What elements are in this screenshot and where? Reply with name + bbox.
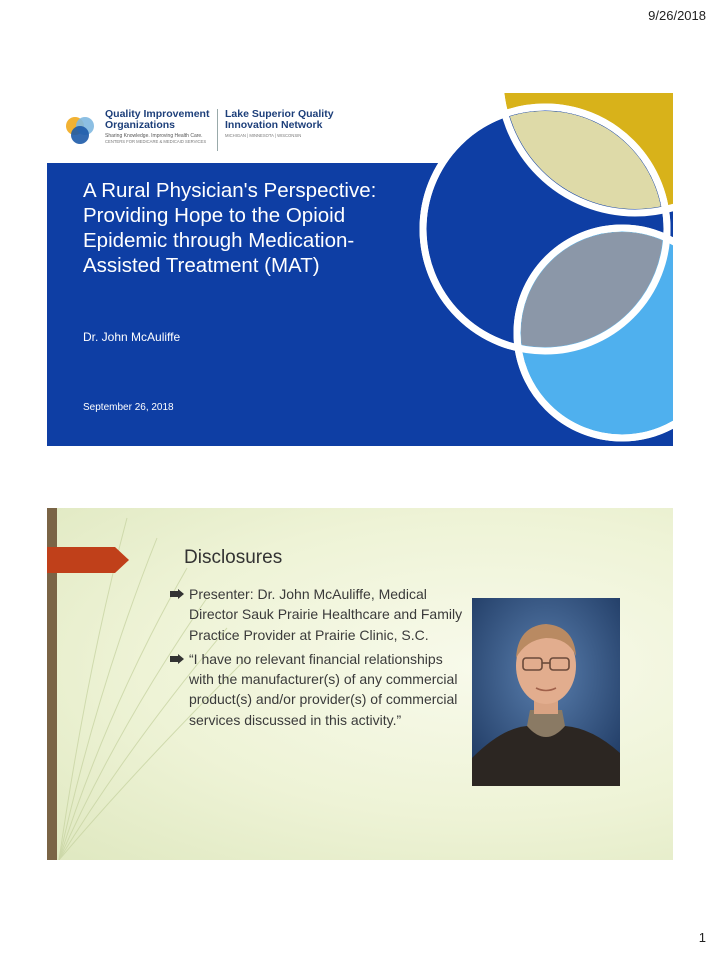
slide-title: A Rural Physician's Perspective: Providing Hope to the Opioid Epidemic through Medication-Assisted Treatment (MAT): [83, 179, 377, 277]
slide-title: Disclosures: [184, 547, 283, 568]
title-slide: [47, 93, 673, 446]
lake-superior-logo-text: Lake Superior Quality Innovation Network MICHIGAN | MINNESOTA | WISCONSIN: [225, 108, 334, 138]
arrow-bullet-icon: [170, 654, 184, 664]
slide-date: September 26, 2018: [83, 402, 174, 413]
arrow-tab-icon: [47, 547, 129, 573]
bullet-list: [170, 584, 470, 734]
presenter-photo: [472, 598, 620, 786]
slide-author: Dr. John McAuliffe: [83, 330, 181, 344]
list-item: Presenter: Dr. John McAuliffe, Medical Director Sauk Prairie Healthcare and Family Practice Provider at Prairie Clinic, S.C.: [170, 584, 470, 645]
page-date: 9/26/2018: [648, 8, 706, 23]
disclosures-slide: [47, 508, 673, 860]
arrow-bullet-icon: [170, 589, 184, 599]
qio-logo-text: Quality Improvement Organizations Sharing Knowledge. Improving Health Care. CENTERS FOR MEDICARE & MEDICAID SERVICES: [105, 108, 210, 144]
list-item: “I have no relevant financial relationships with the manufacturer(s) of any commercial product(s) and/or provider(s) of commercial services discussed in this activity.”: [170, 649, 470, 730]
page-number: 1: [698, 930, 706, 945]
